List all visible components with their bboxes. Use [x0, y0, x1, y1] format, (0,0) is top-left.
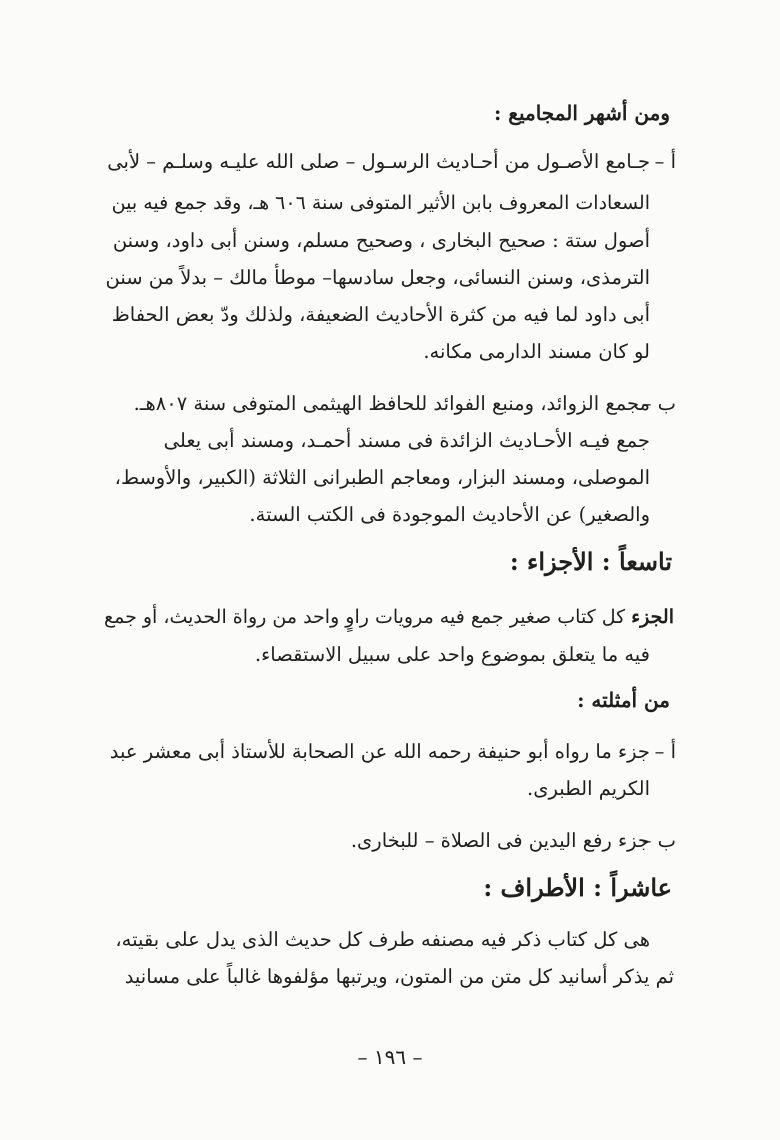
page-number: – ١٩٦ –: [357, 1045, 423, 1069]
text-line: ثم يذكر أسانيد كل متن من المتون، ويرتبها مؤلفوها غالباً على مسانيد: [124, 965, 674, 988]
list-marker-a: أ –: [654, 740, 676, 763]
text-line: الترمذى، وسنن النسائى، وجعل سادسها– موطأ مالك – بدلاً من سنن: [105, 266, 650, 289]
definition-text: كل كتاب صغير جمع فيه مرويات راوٍ واحد من رواة الحديث، أو جمع: [103, 606, 626, 628]
text-line: لو كان مسند الدارمى مكانه.: [423, 340, 650, 363]
text-line: جـامع الأصـول من أحـاديث الرسـول – صلى الله عليـه وسلـم – لأبى: [107, 150, 650, 173]
section-heading-tenth-atraf: عاشراً : الأطراف :: [483, 873, 672, 902]
text-line: جزء ما رواه أبو حنيفة رحمه الله عن الصحابة للأستاذ أبى معشر عبد: [109, 740, 650, 763]
defined-term: الجزء: [631, 606, 674, 628]
section-heading-major-collections: ومن أشهر المجاميع :: [493, 101, 670, 125]
list-marker-a: أ –: [654, 150, 676, 173]
section-heading-ninth-parts: تاسعاً : الأجزاء :: [509, 547, 672, 576]
examples-heading: من أمثلته :: [577, 688, 670, 712]
text-line: جمع فيـه الأحـاديث الزائدة فى مسند أحمـد، ومسند أبى يعلى: [163, 429, 650, 452]
list-marker-b: ب –: [641, 392, 676, 415]
text-line: أصول ستة : صحيح البخارى ، وصحيح مسلم، وسنن أبى داود، وسنن: [112, 229, 650, 252]
text-line: فيه ما يتعلق بموضوع واحد على سبيل الاستقصاء.: [254, 643, 650, 666]
text-line: الكريم الطبرى.: [527, 777, 650, 800]
text-line: مجمع الزوائد، ومنبع الفوائد للحافظ الهيثمى المتوفى سنة ٨٠٧هـ.: [133, 392, 650, 415]
text-line: أبى داود لما فيه من كثرة الأحاديث الضعيفة، ولذلك ودّ بعض الحفاظ: [111, 303, 650, 326]
definition-line: [104, 606, 674, 628]
text-line: جزء رفع اليدين فى الصلاة – للبخارى.: [350, 829, 650, 852]
text-line: الموصلى، ومسند البزار، ومعاجم الطبرانى الثلاثة (الكبير، والأوسط،: [114, 466, 650, 489]
text-line: والصغير) عن الأحاديث الموجودة فى الكتب الستة.: [249, 503, 650, 526]
list-marker-b: ب –: [641, 829, 676, 852]
text-line: السعادات المعروف بابن الأثير المتوفى سنة ٦٠٦ هـ، وقد جمع فيه بين: [111, 192, 650, 214]
text-line: هى كل كتاب ذكر فيه مصنفه طرف كل حديث الذى يدل على بقيته،: [115, 928, 650, 951]
